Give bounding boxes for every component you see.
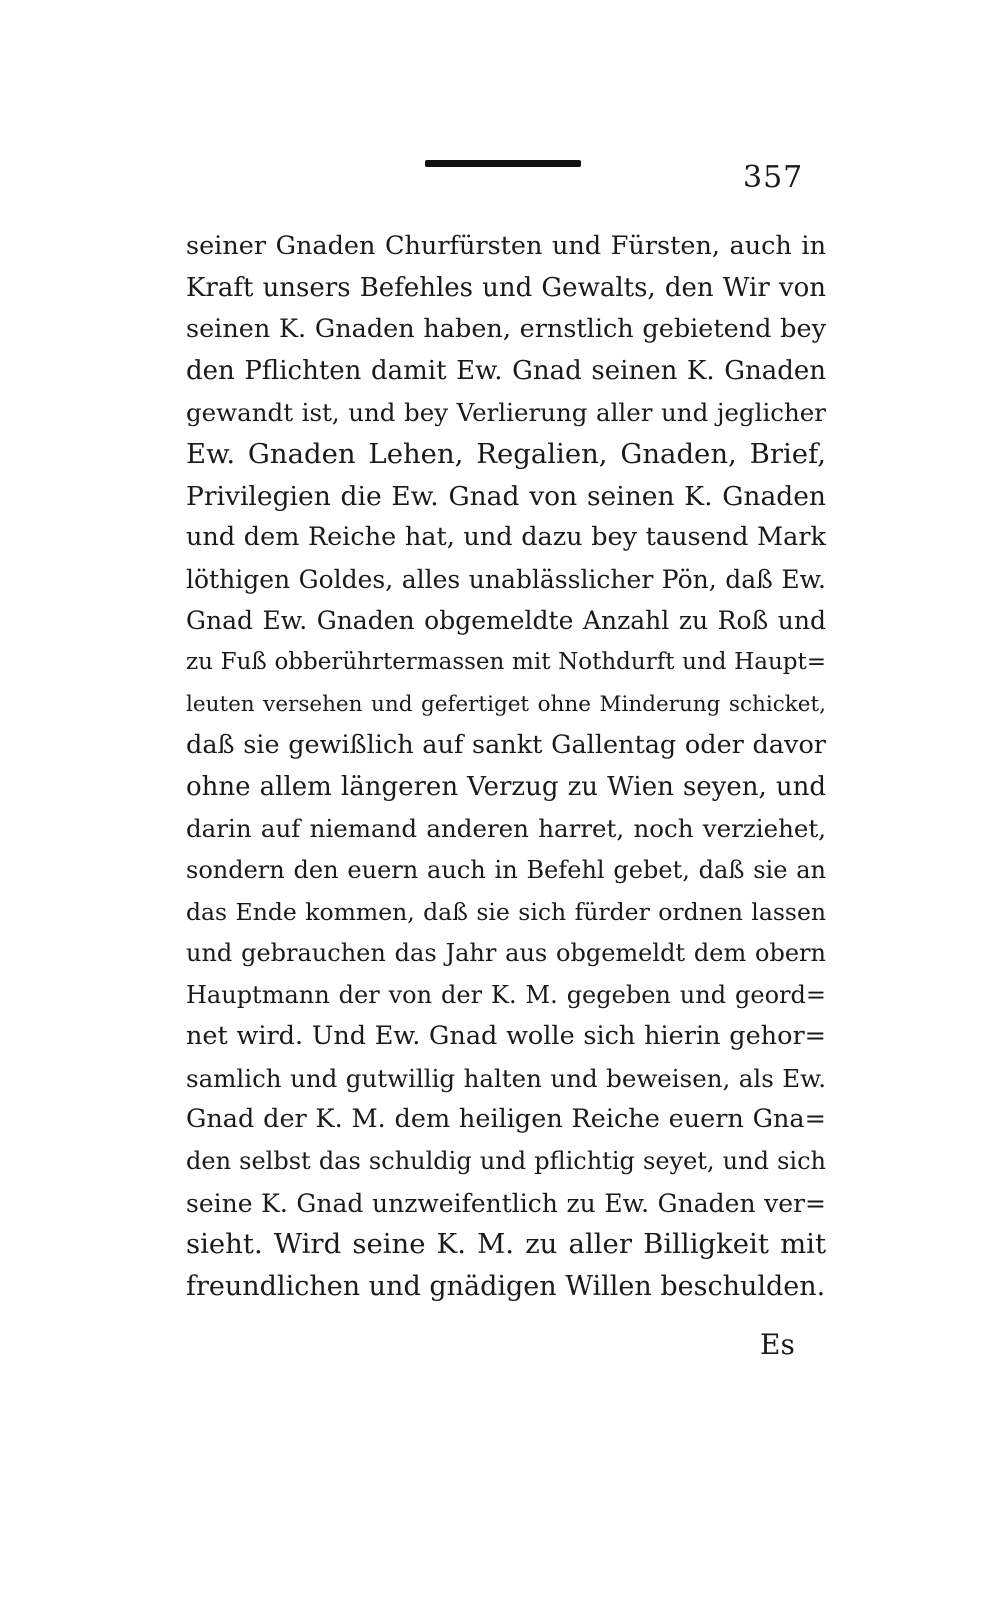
page-number: 357 — [743, 160, 804, 195]
text-line: das Ende kommen, daß sie sich fürder ordnen lassen — [186, 897, 826, 926]
text-line: daß sie gewißlich auf sankt Gallentag oder davor — [186, 730, 826, 761]
text-line: Kraft unsers Befehles und Gewalts, den Wir von — [186, 272, 826, 303]
text-line: und dem Reiche hat, und dazu bey tausend Mark — [186, 522, 826, 553]
text-line: leuten versehen und gefertiget ohne Minderung schicket, — [186, 691, 826, 717]
text-line: gewandt ist, und bey Verlierung aller und jeglicher — [186, 398, 826, 428]
text-line: zu Fuß obberührtermassen mit Nothdurft und Haupt= — [186, 648, 826, 675]
text-line: den Pflichten damit Ew. Gnad seinen K. Gnaden — [186, 355, 826, 386]
body-text — [186, 226, 826, 1307]
catchword: Es — [760, 1328, 795, 1361]
text-line: Gnad der K. M. dem heiligen Reiche euern Gna= — [186, 1104, 826, 1135]
text-line: samlich und gutwillig halten und beweisen, als Ew. — [186, 1063, 826, 1093]
text-line: löthigen Goldes, alles unablässlicher Pön, daß Ew. — [186, 564, 826, 594]
text-line: seinen K. Gnaden haben, ernstlich gebietend bey — [186, 314, 826, 345]
text-line: seine K. Gnad unzweifentlich zu Ew. Gnaden ver= — [186, 1188, 826, 1218]
text-line: seiner Gnaden Churfürsten und Fürsten, auch in — [186, 231, 826, 261]
text-line: Privilegien die Ew. Gnad von seinen K. Gnaden — [186, 480, 826, 512]
text-line: Hauptmann der von der K. M. gegeben und geord= — [186, 980, 826, 1009]
text-line: darin auf niemand anderen harret, noch verziehet, — [186, 814, 826, 844]
text-line: ohne allem längeren Verzug zu Wien seyen, und — [186, 771, 826, 802]
text-line: und gebrauchen das Jahr aus obgemeldt dem obern — [186, 939, 826, 968]
text-line: freundlichen und gnädigen Willen beschulden. — [186, 1270, 826, 1302]
text-line: sondern den euern auch in Befehl gebet, daß sie an — [186, 855, 826, 884]
text-line: den selbst das schuldig und pflichtig seyet, und sich — [186, 1147, 826, 1176]
text-line: Ew. Gnaden Lehen, Regalien, Gnaden, Brief, — [186, 437, 826, 470]
text-line: Gnad Ew. Gnaden obgemeldte Anzahl zu Roß und — [186, 606, 826, 636]
header-rule — [425, 160, 581, 167]
text-line: sieht. Wird seine K. M. zu aller Billigkeit mit — [186, 1228, 826, 1261]
text-line: net wird. Und Ew. Gnad wolle sich hierin gehor= — [186, 1021, 826, 1052]
